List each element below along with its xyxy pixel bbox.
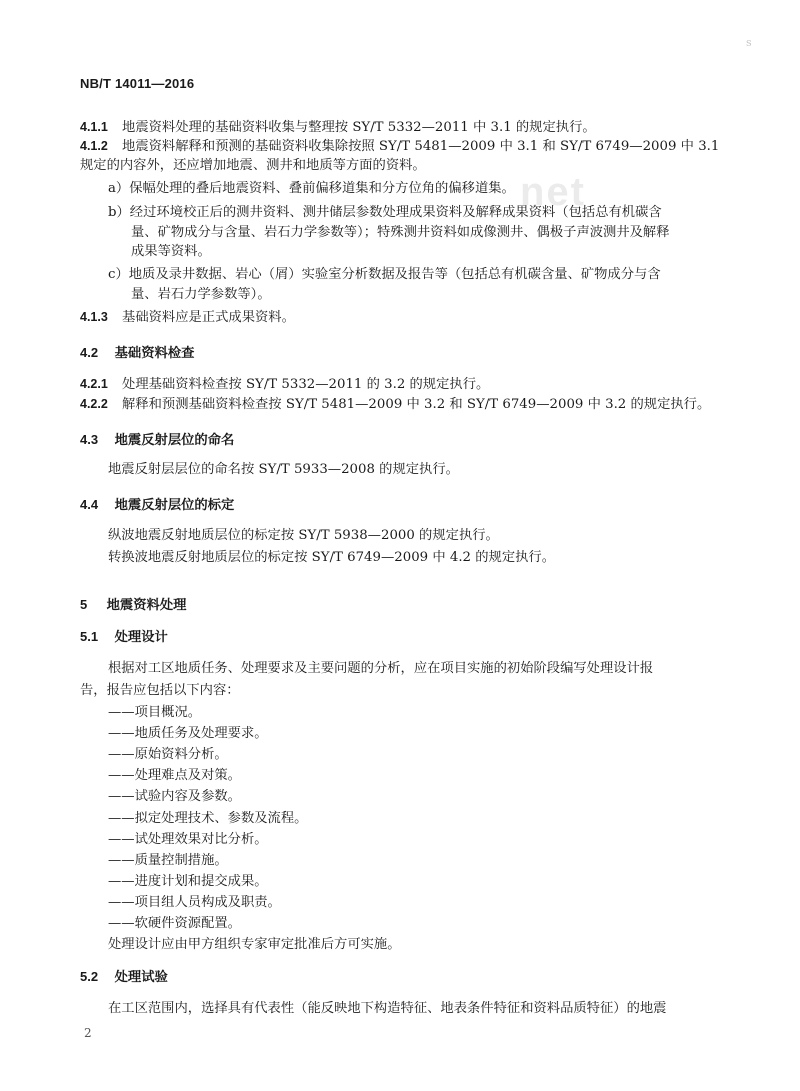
- clause-4-1-1: [80, 121, 596, 134]
- heading-text: 地震反射层位的标定: [114, 498, 235, 513]
- heading-number: 4.2: [80, 345, 99, 360]
- clause-4-1-2-cont: 规定的内容外，还应增加地震、测井和地质等方面的资料。: [80, 158, 426, 173]
- clause-text: 处理基础资料检查按 SY/T 5332—2011 的 3.2 的规定执行。: [122, 377, 490, 392]
- paragraph-5-1-line2: 告，报告应包括以下内容：: [80, 683, 240, 698]
- paragraph-4-4-line2: 转换波地震反射地质层位的标定按 SY/T 6749—2009 中 4.2 的规定执行。: [108, 550, 556, 565]
- heading-text: 处理设计: [114, 630, 168, 645]
- watermark: net: [520, 170, 586, 214]
- list-item-b-cont: 成果等资料。: [131, 244, 211, 259]
- clause-text: 解释和预测基础资料检查按 SY/T 5481—2009 中 3.2 和 SY/T 6749—2009 中 3.2 的规定执行。: [122, 397, 711, 412]
- dash-list-item: ——拟定处理技术、参数及流程。: [108, 811, 308, 826]
- dash-list-item: ——进度计划和提交成果。: [108, 874, 268, 889]
- section-heading-4-3: [80, 433, 234, 447]
- paragraph-4-4-line1: 纵波地震反射地质层位的标定按 SY/T 5938—2000 的规定执行。: [108, 528, 499, 543]
- list-item-c-cont: 量、岩石力学参数等）。: [131, 287, 271, 302]
- clause-text: 地震资料处理的基础资料收集与整理按 SY/T 5332—2011 中 3.1 的规定执行。: [122, 120, 596, 135]
- clause-text: 地震资料解释和预测的基础资料收集除按照 SY/T 5481—2009 中 3.1 和 SY/T 6749—2009 中 3.1: [122, 139, 720, 154]
- dash-list-item: ——试处理效果对比分析。: [108, 832, 268, 847]
- clause-4-1-3: [80, 311, 295, 324]
- dash-list-item: ——项目概况。: [108, 705, 202, 720]
- dash-list-item: ——项目组人员构成及职责。: [108, 895, 281, 910]
- heading-text: 处理试验: [114, 970, 168, 985]
- list-item-b: b）经过环境校正后的测井资料、测井储层参数处理成果资料及解释成果资料（包括总有机碳含: [108, 205, 662, 220]
- clause-number: 4.2.1: [80, 377, 108, 391]
- corner-mark: s: [746, 36, 752, 49]
- heading-number: 4.4: [80, 497, 99, 512]
- section-heading-5-1: [80, 630, 168, 644]
- list-item-a: a）保幅处理的叠后地震资料、叠前偏移道集和分方位角的偏移道集。: [108, 181, 515, 196]
- list-item-c: c）地质及录井数据、岩心（屑）实验室分析数据及报告等（包括总有机碳含量、矿物成分与含: [108, 267, 661, 282]
- dash-list-item: ——软硬件资源配置。: [108, 916, 241, 931]
- section-heading-4-2: [80, 346, 194, 360]
- chapter-heading-5: [80, 598, 186, 612]
- paragraph-5-2-line1: 在工区范围内，选择具有代表性（能反映地下构造特征、地表条件特征和资料品质特征）的地震: [108, 1001, 667, 1016]
- dash-list-item: ——原始资料分析。: [108, 747, 228, 762]
- page-number: 2: [84, 1026, 92, 1040]
- dash-list-item: ——地质任务及处理要求。: [108, 726, 268, 741]
- paragraph-5-1-line3: 处理设计应由甲方组织专家审定批准后方可实施。: [108, 937, 401, 952]
- paragraph-5-1-line1: 根据对工区地质任务、处理要求及主要问题的分析，应在项目实施的初始阶段编写处理设计报: [108, 661, 654, 676]
- clause-number: 4.1.3: [80, 310, 108, 324]
- heading-text: 基础资料检查: [114, 346, 195, 361]
- heading-number: 5: [80, 597, 88, 612]
- dash-list-item: ——处理难点及对策。: [108, 768, 241, 783]
- clause-number: 4.1.2: [80, 139, 108, 153]
- dash-list-item: ——试验内容及参数。: [108, 789, 241, 804]
- dash-list-item: ——质量控制措施。: [108, 853, 228, 868]
- heading-text: 地震资料处理: [106, 598, 187, 613]
- clause-text: 基础资料应是正式成果资料。: [122, 310, 295, 325]
- list-item-b-cont: 量、矿物成分与含量、岩石力学参数等）；特殊测井资料如成像测井、偶极子声波测井及解释: [131, 225, 670, 240]
- heading-number: 4.3: [80, 432, 99, 447]
- section-heading-4-4: [80, 498, 234, 512]
- clause-number: 4.1.1: [80, 120, 108, 134]
- clause-4-2-2: [80, 398, 710, 411]
- clause-4-1-2: [80, 140, 719, 153]
- heading-number: 5.2: [80, 969, 99, 984]
- paragraph-4-3: 地震反射层层位的命名按 SY/T 5933—2008 的规定执行。: [108, 462, 459, 477]
- heading-text: 地震反射层位的命名: [114, 433, 235, 448]
- document-code-header: NB/T 14011—2016: [80, 76, 195, 91]
- heading-number: 5.1: [80, 629, 99, 644]
- clause-number: 4.2.2: [80, 397, 108, 411]
- section-heading-5-2: [80, 970, 168, 984]
- clause-4-2-1: [80, 378, 489, 391]
